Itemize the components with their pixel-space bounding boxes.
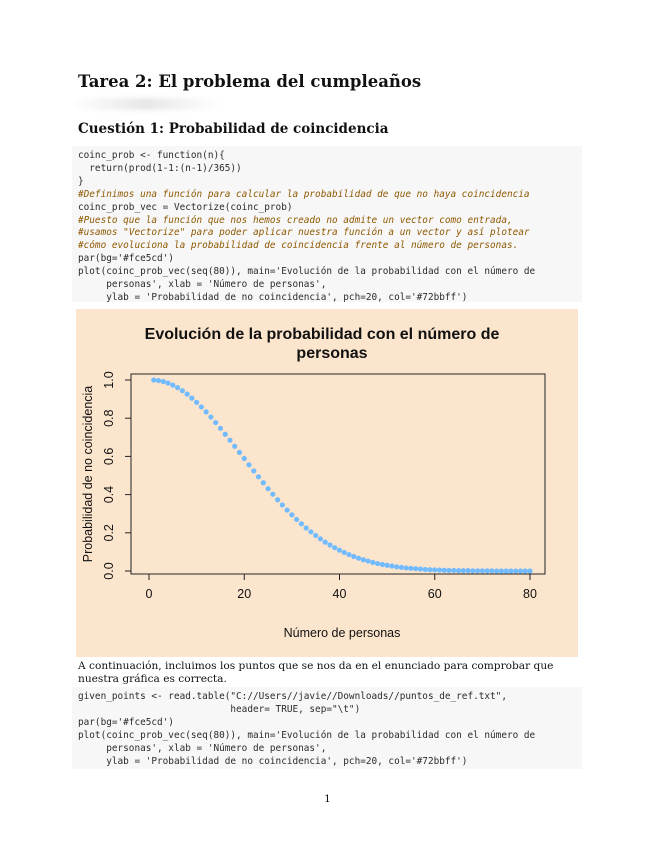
data-point (227, 438, 232, 443)
data-point (404, 565, 409, 570)
data-point (356, 556, 361, 561)
data-point (218, 426, 223, 431)
code-line: ylab = 'Probabilidad de no coincidencia', pch=20, col='#72bbff') (78, 755, 468, 767)
data-point (408, 566, 413, 571)
x-tick-label: 40 (332, 587, 347, 601)
data-point (285, 507, 290, 512)
data-point (270, 492, 275, 497)
data-point (461, 568, 466, 573)
code-comment-line: #Puesto que la función que nos hemos creado no admite un vector como entrada, (78, 214, 513, 226)
y-tick-label: 0.6 (102, 447, 116, 466)
code-line: coinc_prob_vec = Vectorize(coinc_prob) (78, 201, 293, 213)
x-tick-label: 60 (427, 587, 442, 601)
data-point (337, 548, 342, 553)
data-point (299, 521, 304, 526)
data-point (280, 502, 285, 507)
chart-title-line-1: Evolución de la probabilidad con el número de (144, 326, 500, 343)
data-point (242, 456, 247, 461)
code-line: ylab = 'Probabilidad de no coincidencia', pch=20, col='#72bbff') (78, 291, 468, 303)
data-point (451, 568, 456, 573)
data-point (513, 568, 518, 573)
data-point (204, 409, 209, 414)
chart-panel (76, 309, 578, 657)
data-point (156, 378, 161, 383)
data-point (261, 480, 266, 485)
data-point (251, 468, 256, 473)
code-line: header= TRUE, sep="\t") (78, 703, 361, 715)
data-point (375, 561, 380, 566)
data-point (308, 529, 313, 534)
chart-title-line-2: personas (296, 345, 368, 362)
code-line: plot(coinc_prob_vec(seq(80)), main='Evolución de la probabilidad con el número de (78, 729, 536, 741)
y-tick-label: 0.0 (102, 562, 116, 580)
data-point (489, 568, 494, 573)
code-line: personas', xlab = 'Número de personas', (78, 279, 327, 291)
data-point (432, 567, 437, 572)
data-point (246, 462, 251, 467)
x-tick-label: 20 (237, 587, 252, 601)
data-point (370, 560, 375, 565)
data-point (161, 379, 166, 384)
code-comment-line: #Definimos una función para calcular la probabilidad de que no haya coincidencia (78, 188, 530, 200)
x-tick-label: 0 (145, 587, 153, 601)
data-point (185, 392, 190, 397)
x-tick-label: 80 (523, 587, 537, 601)
code-block-1 (72, 146, 582, 302)
data-point (480, 568, 485, 573)
data-point (199, 404, 204, 409)
data-point (342, 550, 347, 555)
data-point (518, 568, 523, 573)
code-line: par(bg='#fce5cd') (78, 716, 174, 728)
data-point (332, 545, 337, 550)
data-point (151, 377, 156, 382)
data-point (180, 388, 185, 393)
data-point (504, 568, 509, 573)
data-point (294, 517, 299, 522)
code-comment-line: #usamos "Vectorize" para poder aplicar nuestra función a un vector y así plotear (78, 227, 530, 239)
y-tick-label: 0.2 (102, 524, 116, 542)
code-line: par(bg='#fce5cd') (78, 253, 174, 265)
data-point (365, 558, 370, 563)
x-axis (146, 574, 537, 601)
y-tick-label: 0.8 (102, 409, 116, 427)
code-comment-line: #cómo evoluciona la probabilidad de coincidencia frente al número de personas. (78, 240, 519, 252)
scatter-plot (76, 309, 578, 657)
data-point (318, 536, 323, 541)
data-point (508, 568, 513, 573)
data-point (394, 564, 399, 569)
data-point (485, 568, 490, 573)
data-point (380, 562, 385, 567)
data-point (456, 568, 461, 573)
x-axis-label: Número de personas (283, 626, 401, 640)
data-point (418, 566, 423, 571)
data-point (232, 444, 237, 449)
data-point (442, 568, 447, 573)
data-point (289, 512, 294, 517)
data-point (223, 432, 228, 437)
data-point (175, 385, 180, 390)
data-point (446, 568, 451, 573)
data-point (527, 568, 532, 573)
data-point (499, 568, 504, 573)
code-line: coinc_prob <- function(n){ (78, 150, 225, 161)
data-point (304, 525, 309, 530)
data-point (523, 568, 528, 573)
data-point (165, 380, 170, 385)
data-point (437, 567, 442, 572)
data-point (389, 563, 394, 568)
data-point (194, 400, 199, 405)
data-point (399, 565, 404, 570)
data-points (151, 377, 532, 573)
section-title: Cuestión 1: Probabilidad de coincidencia (78, 121, 389, 137)
data-point (427, 567, 432, 572)
data-point (256, 474, 261, 479)
data-point (494, 568, 499, 573)
y-axis-label: Probabilidad de no coincidencia (81, 385, 95, 563)
code-line: return(prod(1-1:(n-1)/365)) (78, 162, 242, 174)
document-title: Tarea 2: El problema del cumpleaños (78, 72, 422, 91)
data-point (189, 396, 194, 401)
data-point (213, 420, 218, 425)
data-point (208, 414, 213, 419)
data-point (323, 540, 328, 545)
data-point (351, 554, 356, 559)
code-line: given_points <- read.table("C://Users//javie//Downloads//puntos_de_ref.txt", (78, 691, 507, 702)
data-point (346, 552, 351, 557)
data-point (423, 567, 428, 572)
code-line: } (78, 175, 84, 187)
y-tick-label: 1.0 (102, 371, 116, 389)
y-tick-label: 0.4 (102, 485, 116, 504)
data-point (385, 563, 390, 568)
page-number: 1 (324, 793, 331, 805)
code-block-2 (72, 687, 582, 769)
data-point (237, 450, 242, 455)
data-point (275, 497, 280, 502)
data-point (265, 486, 270, 491)
data-point (361, 557, 366, 562)
plot-frame (131, 374, 545, 574)
data-point (465, 568, 470, 573)
code-line: plot(coinc_prob_vec(seq(80)), main='Evolución de la probabilidad con el número de (78, 266, 536, 278)
data-point (470, 568, 475, 573)
data-point (170, 383, 175, 388)
code-line: personas', xlab = 'Número de personas', (78, 742, 327, 754)
data-point (313, 533, 318, 538)
body-paragraph: A continuación, incluimos los puntos que se nos da en el enunciado para comprobar que nuestra gráfica es correcta. (78, 660, 554, 686)
data-point (475, 568, 480, 573)
author-line-smudge (70, 98, 220, 110)
data-point (413, 566, 418, 571)
y-axis (102, 371, 131, 579)
data-point (327, 542, 332, 547)
